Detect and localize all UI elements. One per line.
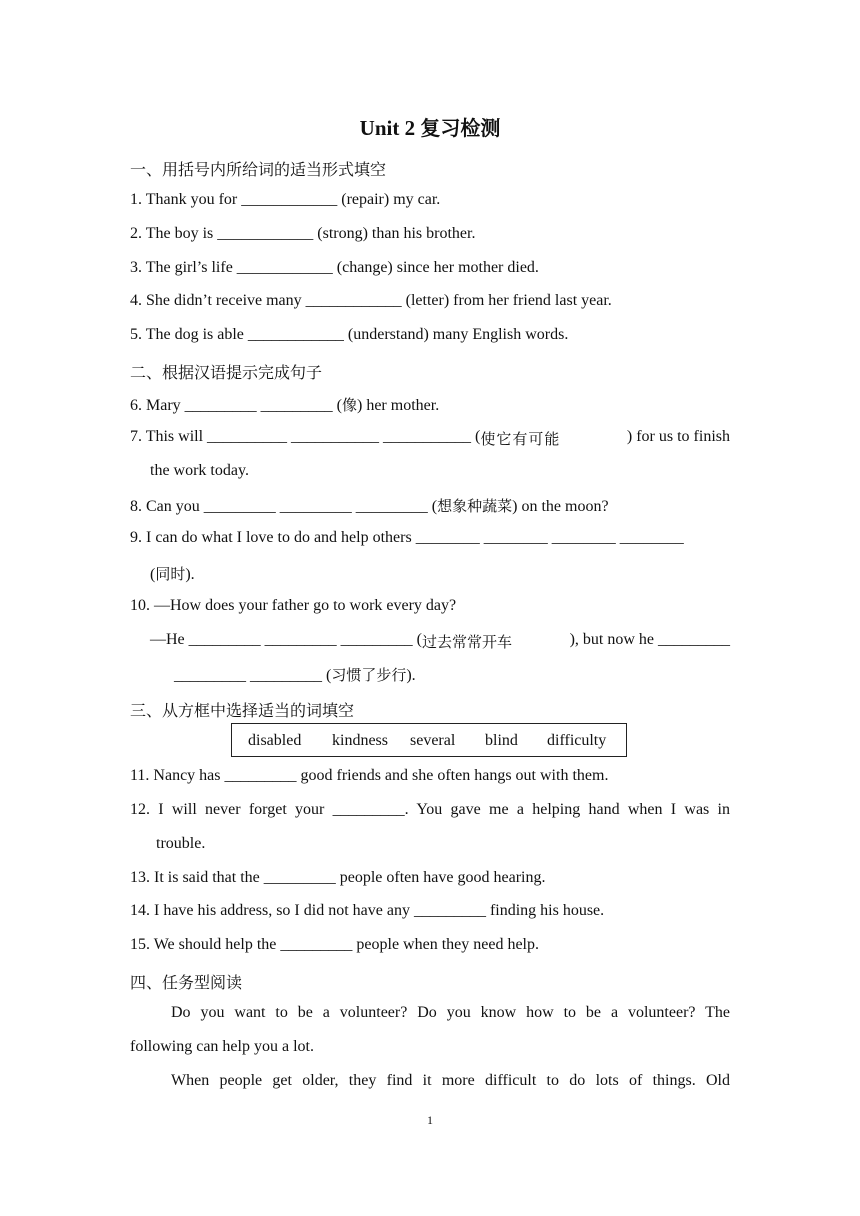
- title-cn: 复习检测: [420, 116, 501, 140]
- word-box-item: kindness: [332, 732, 388, 749]
- page-title: [0, 112, 860, 141]
- reading-paragraph-1-line-2: following can help you a lot.: [130, 1038, 314, 1055]
- section-1-heading: 一、用括号内所给词的适当形式填空: [130, 160, 387, 179]
- question-14: 14. I have his address, so I did not have any _________ finding his house.: [130, 902, 605, 919]
- question-12-continued: trouble.: [156, 835, 206, 852]
- question-3: 3. The girl’s life ____________ (change) since her mother died.: [130, 259, 539, 276]
- question-12: 12. I will never forget your _________. You gave me a helping hand when I was in: [130, 801, 730, 818]
- question-2: 2. The boy is ____________ (strong) than his brother.: [130, 225, 476, 242]
- word-box-item: blind: [485, 732, 518, 749]
- question-7-continued: the work today.: [150, 462, 249, 479]
- question-8: 8. Can you _________ _________ _________ (想象种蔬菜) on the moon?: [130, 497, 609, 515]
- page-number: 1: [427, 1113, 433, 1127]
- title-en: Unit 2: [359, 116, 421, 140]
- question-13: 13. It is said that the _________ people often have good hearing.: [130, 869, 546, 886]
- question-6: 6. Mary _________ _________ (像) her mother.: [130, 396, 440, 414]
- question-11: 11. Nancy has _________ good friends and she often hangs out with them.: [130, 767, 609, 784]
- question-5: 5. The dog is able ____________ (understand) many English words.: [130, 326, 569, 343]
- question-15: 15. We should help the _________ people when they need help.: [130, 936, 539, 953]
- section-2-heading: 二、根据汉语提示完成句子: [130, 363, 323, 382]
- question-1: 1. Thank you for ____________ (repair) my car.: [130, 191, 441, 208]
- word-box-item: disabled: [248, 732, 302, 749]
- question-4: 4. She didn’t receive many ____________ (letter) from her friend last year.: [130, 292, 612, 309]
- question-7: 7. This will __________ ___________ ___________ ( 使它有可能 ) for us to finish: [130, 428, 730, 448]
- word-box-item: several: [410, 732, 456, 749]
- question-10-answer-line: —He _________ _________ _________ ( 过去常常开车 ), but now he _________: [150, 631, 730, 651]
- question-10: 10. —How does your father go to work every day?: [130, 597, 457, 614]
- reading-paragraph-2-line-1: When people get older, they find it more difficult to do lots of things. Old: [171, 1072, 730, 1089]
- word-box: [231, 723, 627, 757]
- question-10-continued: _________ _________ (习惯了步行).: [174, 666, 416, 684]
- reading-paragraph-1-line-1: Do you want to be a volunteer? Do you know how to be a volunteer? The: [171, 1004, 730, 1021]
- question-9: 9. I can do what I love to do and help others ________ ________ ________ ________: [130, 529, 684, 546]
- question-9-continued: (同时).: [150, 565, 195, 583]
- section-3-heading: 三、从方框中选择适当的词填空: [130, 701, 355, 720]
- word-box-item: difficulty: [547, 732, 607, 749]
- section-4-heading: 四、任务型阅读: [130, 973, 243, 992]
